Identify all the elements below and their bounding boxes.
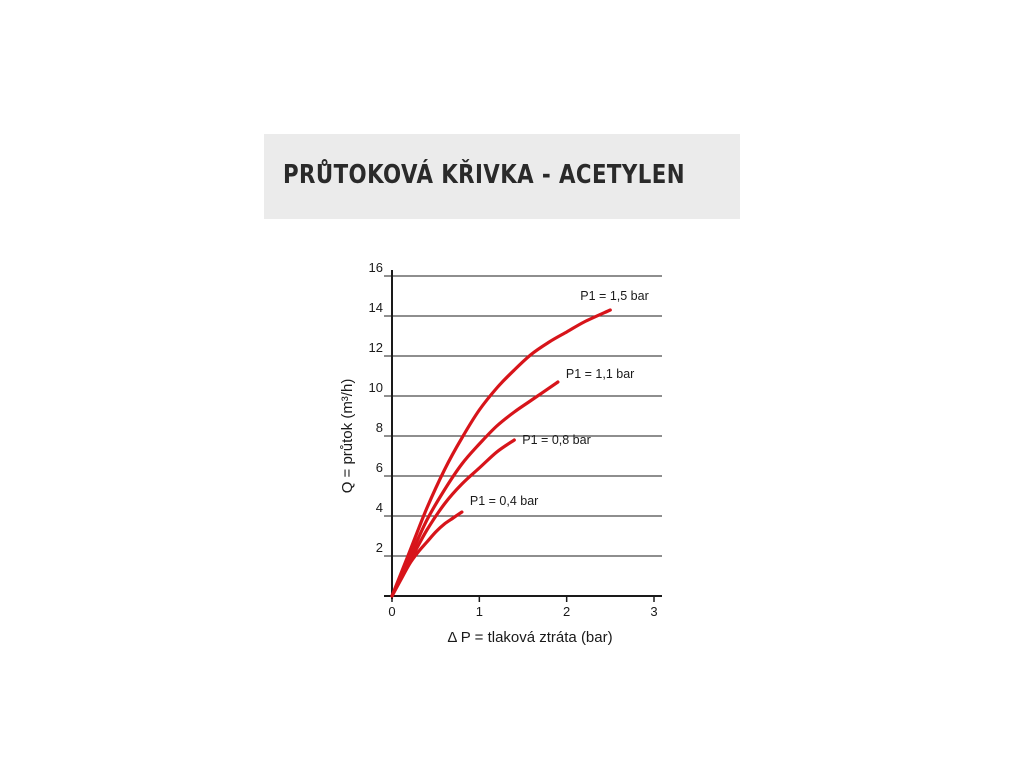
y-tick-label: 16 — [368, 260, 383, 275]
y-tick-label: 4 — [375, 500, 383, 515]
x-tick-label: 2 — [563, 604, 571, 619]
series-label: P1 = 0,8 bar — [522, 433, 591, 447]
y-axis-label: Q = průtok (m³/h) — [339, 378, 356, 494]
series-line-4 — [392, 310, 610, 596]
y-tick-label: 6 — [375, 460, 383, 475]
series-label: P1 = 0,4 bar — [469, 494, 539, 508]
y-tick-label: 8 — [375, 420, 383, 435]
y-tick-label: 10 — [368, 380, 383, 395]
y-tick-label: 2 — [375, 540, 383, 555]
series-label: P1 = 1,5 bar — [580, 289, 649, 303]
x-tick-label: 0 — [388, 604, 396, 619]
chart-title: PRŮTOKOVÁ KŘIVKA - ACETYLEN — [283, 160, 685, 190]
x-axis-label: Δ P = tlaková ztráta (bar) — [447, 629, 613, 646]
x-tick-label: 3 — [650, 604, 658, 619]
series-label: P1 = 1,1 bar — [565, 367, 635, 381]
y-tick-label: 14 — [368, 300, 383, 315]
series-line-1 — [392, 512, 462, 596]
y-tick-label: 12 — [368, 340, 383, 355]
x-tick-label: 1 — [475, 604, 483, 619]
